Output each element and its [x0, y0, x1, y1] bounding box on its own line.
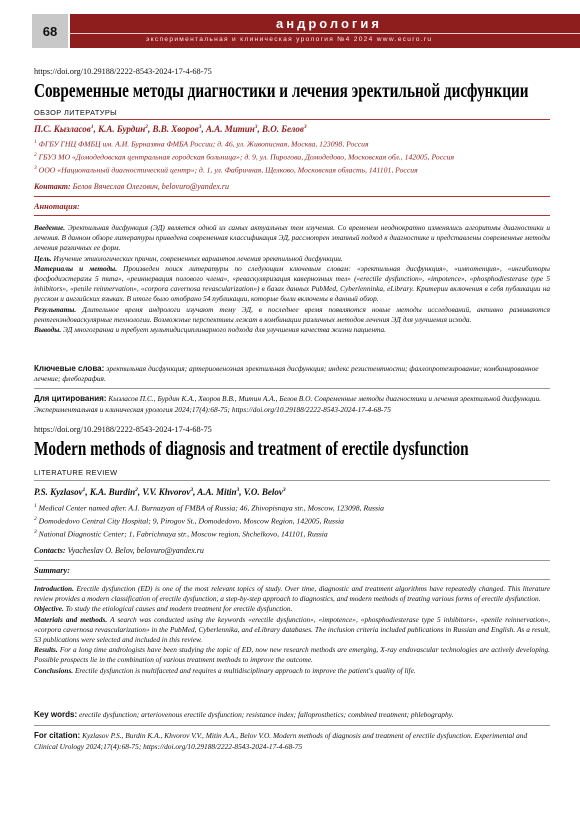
author-name: V.O. Belov: [243, 487, 283, 497]
divider: [34, 119, 550, 120]
affiliation: [34, 137, 550, 150]
keywords-label: Key words:: [34, 710, 78, 719]
author-affiliation-mark: 2: [145, 124, 149, 130]
abstract-section-label: Results.: [34, 645, 58, 655]
abstract-section-label: Introduction.: [34, 584, 74, 593]
divider: [34, 196, 550, 197]
author-name: P.S. Kyzlasov: [34, 487, 83, 497]
abstract-paragraph: [34, 666, 550, 676]
abstract-section-text: Произведен поиск литературы по следующим ключевым словам: «эректильная дисфункция», «импотенция», «ингибиторы фосфодиэстеразы 5 типа», «реиннервация полового члена», «реваскуляризация кавернозных тел» («erectile dysfunction», «impotence», «phosphodiesterase type 5 inhibitors», «penile reinnervation», «corpora cavernosa revascularization») в базах данных PubMed, Cyberlenninka, eLibrary. Критерии включения в себя публикации на русском и английских языках. В итоге было отобрано 54 публикации, которые были включены в данный обзор.: [34, 263, 550, 304]
affiliation-text: Medical Center named after. A.I. Burnazyan of FMBA of Russia; 46, Zhivopisnaya str., Moscow, 123098, Russia: [36, 503, 384, 513]
author-affiliation-mark: 3: [282, 487, 286, 493]
keywords-en: [34, 710, 550, 720]
author-affiliation-mark: 3: [190, 487, 194, 493]
affiliation: [34, 527, 550, 540]
author-name: V.V. Khvorov: [142, 487, 191, 497]
contact-label: Contacts:: [34, 546, 66, 555]
abstract-section-text: For a long time andrologists have been studying the topic of ED, now new research methods are emerging, X-ray endovascular technologies are actively developing. Possible prospects lie in the combination of various treatment methods to improve the outcome.: [34, 645, 550, 665]
journal-title: андрология: [276, 16, 382, 31]
summary-heading-ru: Аннотация:: [34, 202, 80, 211]
divider: [34, 725, 550, 726]
abstract-paragraph: [34, 615, 550, 646]
citation-text: Кызласов П.С., Бурдин К.А., Хворов В.В., Митин А.А., Белов В.О. Современные методы диагностики и лечения эректильной дисфункции. Экспериментальная и клиническая урология 2024;17(4):68-75; https://doi.org/10.29188/2222-8543-2024-17-4-68-75: [34, 394, 542, 414]
author-affiliation-mark: 3: [236, 487, 240, 493]
journal-subtitle: экспериментальная и клиническая урология №4 2024 www.ecuro.ru: [146, 36, 433, 43]
authors-en: P.S. Kyzlasov$^1$, K.A. Burdin$^2$, V.V. Khvorov$^3$, A.A. Mitin$^3$, V.O. Belov$^3$: [34, 487, 286, 497]
doi-link-ru[interactable]: https://doi.org/10.29188/2222-8543-2024-17-4-68-75: [34, 67, 212, 76]
summary-heading-en: Summary:: [34, 566, 70, 575]
abstract-section-text: A search was conducted using the keywords «erectile dysfunction», «impotence», «phosphodiesterase type 5 inhibitors», «penile reinnervation», «corpora cavernosa revascularization» in the PubMed, Cyberlennika, and eLibrary databases. The inclusion criteria included publications in Russian and English. As a result, 53 publications were selected and included in this review.: [34, 614, 551, 645]
contact-text[interactable]: Белов Вячеслав Олегович, belovuro@yandex.ru: [72, 182, 230, 191]
affiliation-mark: 2: [34, 516, 37, 523]
abstract-section-text: Длительное время андрологи изучают тему ЭД, в последнее время появляются новые методы исследований, активно развиваются рентгенэндоваскулярные технологии. Возможные перспективы лежат в комбинации различных методов лечения ЭД для улучшения исхода.: [34, 304, 550, 324]
keywords-label: Ключевые слова:: [34, 364, 105, 373]
author-affiliation-mark: 1: [90, 124, 94, 130]
divider: [34, 579, 550, 580]
abstract-paragraph: [34, 325, 550, 335]
header-divider: [70, 33, 580, 34]
abstract-ru: [34, 223, 550, 335]
affiliation-mark: 3: [34, 165, 37, 172]
author-name: K.A. Burdin: [89, 487, 136, 497]
abstract-section-text: Эректильная дисфункция (ЭД) является одной из самых актуальных тем изучения. Со временем неоднократно изменялись алгоритмы диагностики и лечения. В данном обзоре литературы приведена современная классификация ЭД, рассмотрен этапный подход к диагностике и представлены современные методы лечения различных ее форм.: [34, 223, 550, 253]
author-affiliation-mark: 2: [135, 487, 138, 493]
article-title-en: Modern methods of diagnosis and treatment of erectile dysfunction: [34, 439, 469, 460]
author-name: К.А. Бурдин: [98, 124, 146, 134]
abstract-section-label: Выводы.: [34, 325, 62, 335]
affiliation-text: ООО «Национальный диагностический центр»; д. 1, ул. Фабричная, Щелково, Московская область, 141101, Россия: [36, 165, 418, 175]
affiliation-text: ФГБУ ГНЦ ФМБЦ им. А.И. Бурназяна ФМБА России; д. 46, ул. Живописная, Москва, 123098, Россия: [36, 139, 369, 149]
author-name: В.О. Белов: [261, 124, 304, 134]
abstract-section-text: Изучение этиологических причин, современных вариантов лечения эректильной дисфункции.: [51, 253, 343, 263]
contact-ru: [34, 182, 550, 191]
abstract-en: [34, 584, 550, 676]
divider: [34, 388, 550, 389]
citation-label: For citation:: [34, 731, 81, 740]
affiliation: [34, 514, 550, 527]
citation-text: Kyzlasov P.S., Burdin K.A., Khvorov V.V., Mitin A.A., Belov V.O. Modern methods of diagnosis and treatment of erectile dysfunction. Experimental and Clinical Urology 2024;17(4):68-75; https://doi.org/10.29188/2222-8543-2024-17-4-68-75: [34, 731, 528, 751]
keywords-text: эректильная дисфункция; артериовенозная эректильная дисфункция; индекс резистентности; фаллопротезирование; комбинированное лечение; флебография.: [34, 364, 539, 384]
abstract-section-label: Введение.: [34, 223, 66, 232]
author-name: П.С. Кызласов: [34, 124, 91, 134]
abstract-section-label: Результаты.: [34, 304, 77, 314]
affiliation: [34, 501, 550, 514]
abstract-paragraph: [34, 254, 550, 264]
authors-ru: П.С. Кызласов$^1$, К.А. Бурдин$^2$, В.В. Хворов$^3$, А.А. Митин$^3$, В.О. Белов$^3$: [34, 124, 307, 134]
abstract-paragraph: [34, 604, 550, 614]
article-title-ru: Современные методы диагностики и лечения эректильной дисфункции: [34, 81, 529, 102]
affiliation: [34, 150, 550, 163]
affiliation-text: ГБУЗ МО «Домодедовская центральная городская больница»; д. 9, ул. Пирогова, Домодедово, Московская обл., 142005, Россия: [36, 152, 455, 162]
author-name: A.A. Mitin: [197, 487, 237, 497]
author-affiliation-mark: 3: [303, 124, 307, 130]
article-type-en: LITERATURE REVIEW: [34, 468, 118, 477]
divider: [34, 215, 550, 216]
abstract-section-label: Materials and methods.: [34, 614, 108, 624]
abstract-section-text: To study the etiological causes and modern treatment for erectile dysfunction.: [63, 604, 293, 614]
abstract-paragraph: [34, 584, 550, 604]
author-affiliation-mark: 3: [198, 124, 202, 130]
affiliation-mark: 1: [34, 503, 37, 509]
affiliation: [34, 163, 550, 176]
abstract-section-label: Цель.: [34, 253, 52, 263]
abstract-paragraph: [34, 264, 550, 305]
abstract-paragraph: [34, 645, 550, 665]
affiliation-text: National Diagnostic Center; 1, Fabrichnaya str., Moscow region, Shchelkovo, 141101, Russia: [36, 529, 328, 539]
keywords-ru: [34, 364, 550, 384]
abstract-paragraph: [34, 305, 550, 325]
journal-header: [0, 14, 580, 48]
divider: [34, 480, 550, 481]
contact-en: [34, 546, 550, 555]
keywords-text: erectile dysfunction; arteriovenous erectile dysfunction; resistance index; falloprosthetics; combined treatment; phlebography.: [78, 710, 454, 719]
abstract-section-text: Erectile dysfunction is multifaceted and requires a multidisciplinary approach to improve the patient's quality of life.: [73, 665, 416, 675]
doi-link-en[interactable]: https://doi.org/10.29188/2222-8543-2024-17-4-68-75: [34, 425, 212, 434]
abstract-paragraph: [34, 223, 550, 254]
article-type-ru: ОБЗОР ЛИТЕРАТУРЫ: [34, 108, 118, 117]
abstract-section-label: Objective.: [34, 604, 64, 614]
divider: [34, 560, 550, 561]
abstract-section-text: Erectile dysfunction (ED) is one of the most relevant topics of study. Over time, diagnostic and treatment algorithms have repeatedly changed. This literature review provides a modern classification of erectile dysfunction, a step-by-step approach to diagnostics, and modern methods of treating various forms of erectile dysfunction.: [34, 584, 550, 604]
affiliation-mark: 1: [34, 139, 37, 145]
citation-label: Для цитирования:: [34, 394, 107, 403]
author-name: В.В. Хворов: [152, 124, 199, 134]
affiliation-mark: 2: [34, 152, 37, 159]
contact-label: Контакт:: [34, 182, 71, 191]
author-affiliation-mark: 1: [82, 487, 86, 493]
author-name: А.А. Митин: [205, 124, 255, 134]
page-number: 68: [32, 14, 68, 48]
abstract-section-text: ЭД многогранна и требует мультидисциплинарного подхода для улучшения качества жизни пациента.: [61, 325, 386, 335]
affiliations-en: [34, 501, 550, 540]
affiliations-ru: [34, 137, 550, 176]
abstract-section-label: Материалы и методы.: [34, 263, 118, 273]
affiliation-mark: 3: [34, 529, 37, 536]
contact-text[interactable]: Vyacheslav O. Belov, belovuro@yandex.ru: [67, 546, 204, 555]
citation-ru: [34, 394, 550, 415]
citation-en: [34, 731, 550, 752]
abstract-section-label: Conclusions.: [34, 665, 74, 675]
author-affiliation-mark: 3: [254, 124, 258, 130]
affiliation-text: Domodedovo Central City Hospital; 9, Pirogov St., Domodedovo, Moscow Region, 142005, Russia: [36, 516, 344, 526]
